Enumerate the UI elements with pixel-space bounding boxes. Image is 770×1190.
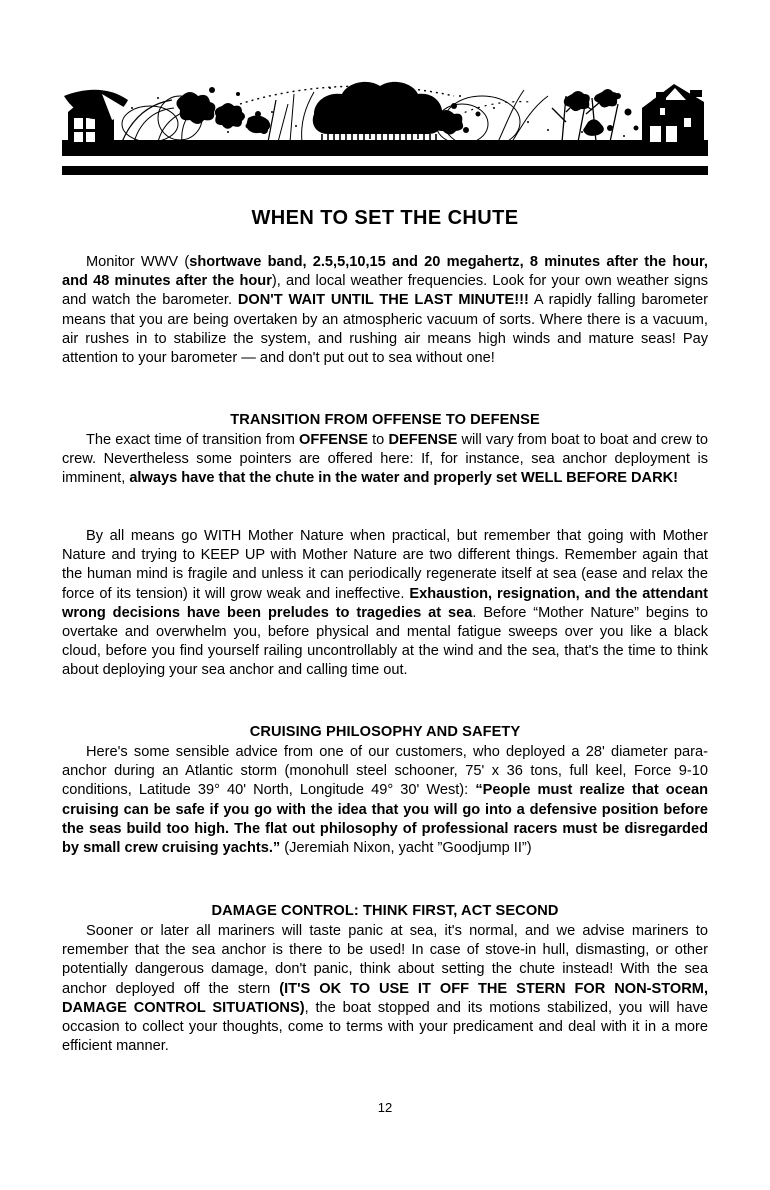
text-run: to <box>367 432 389 448</box>
section-heading-transition <box>62 412 708 428</box>
text-run-bold: (IT'S OK TO USE IT OFF THE STERN FOR NON-STORM, DAMAGE CONTROL SITUATIONS) <box>62 980 708 1016</box>
page-number: 12 <box>377 1100 393 1115</box>
text-run: will vary from boat to boat and crew to crew. Nevertheless some pointers are offered here: If, for instance, sea anchor deployment is imminent, <box>62 432 709 487</box>
section-heading-cruising-philosophy <box>62 724 708 740</box>
storm-over-houses-woodcut-illustration <box>62 78 708 156</box>
text-run: The exact time of transition from <box>86 432 300 448</box>
page-title: WHEN TO SET THE CHUTE <box>251 207 519 229</box>
text-run-bold: OFFENSE <box>299 432 368 448</box>
section-heading-text: DAMAGE CONTROL: THINK FIRST, ACT SECOND <box>211 903 559 919</box>
text-run: ), and local weather frequencies. Look for your own weather signs and watch the barometer. <box>62 273 708 309</box>
text-run-bold: “People must realize that ocean cruising can be safe if you go with the idea that you will go into a defensive position before the seas build too high. The flat out philosophy of professional racers must be disregarded by small crew cruising yachts.” <box>62 782 708 857</box>
section-heading-damage-control <box>62 903 708 919</box>
text-run: Here's some sensible advice from one of our customers, who deployed a 28' diameter para-anchor during an Atlantic storm (monohull steel schooner, 75' x 36 tons, full keel, Force 9-10 conditions, Latitude 39° 40' North, Longitude 49° 30' West): <box>62 744 708 799</box>
text-run-bold: DEFENSE <box>388 432 458 448</box>
paragraph-transition <box>62 431 708 489</box>
paragraph-monitor-wwv <box>62 253 708 368</box>
text-run: By all means go WITH Mother Nature when practical, but remember that going with Mother Nature and trying to KEEP UP with Mother Nature are two different things. Remember again that the human mind is fragile and unless it can periodically regenerate itself at sea (ease and relax the force of its tension) it will grow weak and ineffective. <box>62 528 708 602</box>
section-heading-text: CRUISING PHILOSOPHY AND SAFETY <box>249 724 521 740</box>
paragraph-mother-nature <box>62 527 708 681</box>
section-heading-text: TRANSITION FROM OFFENSE TO DEFENSE <box>230 412 540 428</box>
text-run: Monitor WWV ( <box>86 254 190 270</box>
text-run: Sooner or later all mariners will taste panic at sea, it's normal, and we advise mariners to remember that the sea anchor is there to be used! In case of stove-in hull, dismasting, or other potentially dangerous damage, don't panic, think about setting the chute instead! With the sea anchor deployed off the stern <box>62 923 708 997</box>
text-run: . Before “Mother Nature” begins to overtake and overwhelm you, before physical and mental fatigue sweeps over you like a black cloud, before you find yourself railing uncontrollably at the wind and the sea, that's the time to think about deploying your sea anchor and calling time out. <box>62 604 709 679</box>
text-run-bold: Exhaustion, resignation, and the attendant wrong decisions have been preludes to tragedies at sea <box>62 585 708 621</box>
text-run: (Jeremiah Nixon, yacht ”Goodjump II”) <box>280 840 532 857</box>
page-title-block <box>62 207 708 230</box>
text-run-bold: DON'T WAIT UNTIL THE LAST MINUTE!!! <box>237 292 529 309</box>
header-divider-bar <box>62 166 708 175</box>
text-run: A rapidly falling barometer means that you are being overtaken by an atmospheric vacuum of sorts. Where there is a vacuum, air rushes in to stabilize the system, and rushing air means high winds and mature seas! Pay attention to your barometer — and don't put out to sea without one! <box>62 292 708 367</box>
text-run-bold: shortwave band, 2.5,5,10,15 and 20 megahertz, 8 minutes after the hour, and 48 minutes after the hour <box>62 254 708 290</box>
text-run-bold: always have that the chute in the water and properly set WELL BEFORE DARK! <box>129 470 679 487</box>
paragraph-damage-control <box>62 922 708 1056</box>
paragraph-cruising-philosophy <box>62 743 708 858</box>
text-run: , the boat stopped and its motions stabilized, you will have occasion to collect your thoughts, come to terms with your predicament and deal with it in a more efficient manner. <box>62 999 708 1055</box>
